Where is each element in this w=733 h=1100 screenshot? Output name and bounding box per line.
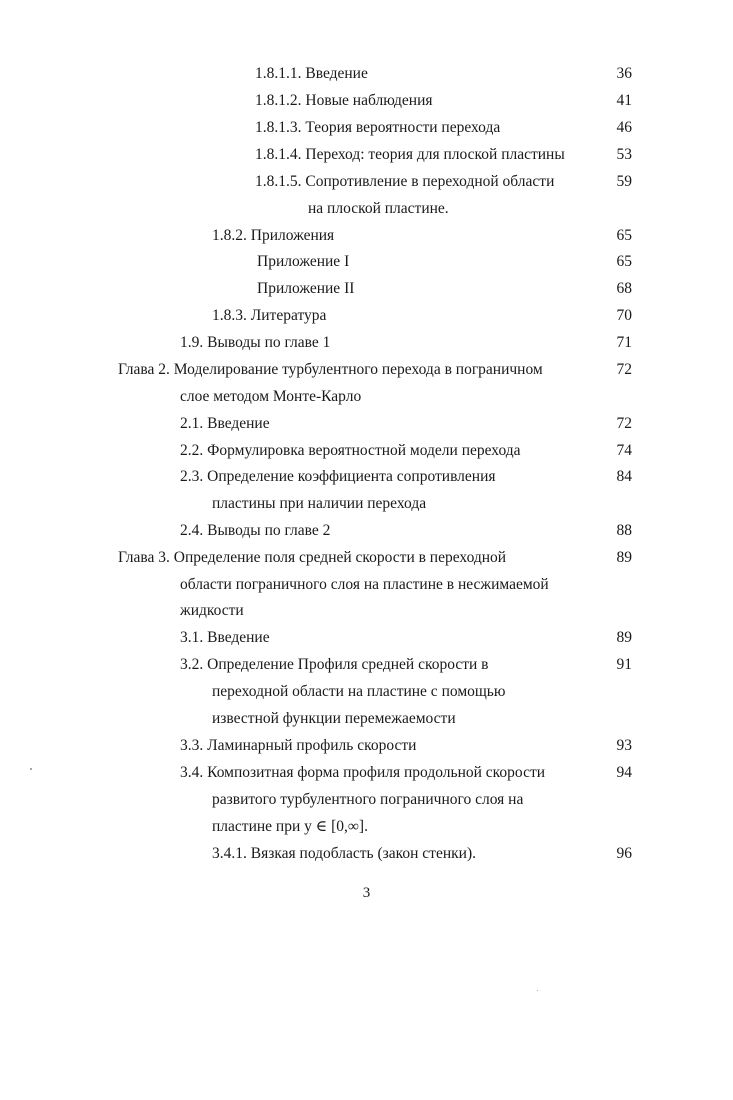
toc-entry-text: 2.1. Введение xyxy=(180,415,270,432)
toc-entry-page: 72 xyxy=(616,361,632,378)
toc-entry-page: 89 xyxy=(616,549,632,566)
toc-entry-page: 70 xyxy=(616,307,632,324)
toc-entry-text: 2.4. Выводы по главе 2 xyxy=(180,522,331,539)
toc-entry-text: жидкости xyxy=(180,602,244,619)
toc-entry-text: 1.8.1.3. Теория вероятности перехода xyxy=(255,119,501,136)
toc-entry-text: 3.4. Композитная форма профиля продольной скорости xyxy=(180,764,546,781)
toc-entry-text: 2.2. Формулировка вероятностной модели перехода xyxy=(180,442,521,459)
toc-entry-text: 1.8.2. Приложения xyxy=(212,227,335,244)
toc-entry-text: 3.4.1. Вязкая подобласть (закон стенки). xyxy=(212,845,476,862)
toc-entry-text: области пограничного слоя на пластине в несжимаемой xyxy=(180,576,549,593)
toc-entry-page: 41 xyxy=(616,92,632,109)
toc-entry-text: на плоской пластине. xyxy=(308,200,449,217)
page-number: 3 xyxy=(362,885,371,901)
toc-entry-text: 3.2. Определение Профиля средней скорости в xyxy=(180,656,489,673)
scan-speck xyxy=(537,990,538,991)
toc-entry-page: 93 xyxy=(616,737,632,754)
scan-speck xyxy=(30,768,32,770)
toc-entry-text: 3.1. Введение xyxy=(180,629,270,646)
toc-entry-text: 1.8.3. Литература xyxy=(212,307,327,324)
toc-entry-text: Приложение I xyxy=(257,253,350,270)
toc-entry-text: 3.3. Ламинарный профиль скорости xyxy=(180,737,417,754)
toc-entry-page: 71 xyxy=(616,334,632,351)
toc-entry-text: 1.8.1.5. Сопротивление в переходной области xyxy=(255,173,555,190)
toc-entry-page: 94 xyxy=(616,764,632,781)
toc-entry-text: 1.8.1.2. Новые наблюдения xyxy=(255,92,433,109)
toc-entry-text: 2.3. Определение коэффициента сопротивления xyxy=(180,468,496,485)
toc-entry-page: 89 xyxy=(616,629,632,646)
toc-entry-text: 1.8.1.4. Переход: теория для плоской пластины xyxy=(255,146,565,163)
toc-entry-page: 46 xyxy=(616,119,632,136)
toc-entry-text: Глава 3. Определение поля средней скорости в переходной xyxy=(118,549,507,566)
toc-entry-page: 91 xyxy=(616,656,632,673)
toc-entry-page: 74 xyxy=(616,442,632,459)
toc-entry-page: 59 xyxy=(616,173,632,190)
toc-entry-page: 96 xyxy=(616,845,632,862)
toc-entry-text: известной функции перемежаемости xyxy=(212,710,456,727)
toc-entry-page: 36 xyxy=(616,65,632,82)
toc-entry-text: 1.9. Выводы по главе 1 xyxy=(180,334,331,351)
toc-entry-text: переходной области на пластине с помощью xyxy=(212,683,506,700)
toc-entry-text: пластине при y ∈ [0,∞]. xyxy=(212,818,368,835)
toc-entry-text: Приложение II xyxy=(257,280,355,297)
toc-entry-page: 88 xyxy=(616,522,632,539)
toc-entry-page: 84 xyxy=(616,468,632,485)
toc-entry-text: слое методом Монте-Карло xyxy=(180,388,362,405)
toc-entry-page: 68 xyxy=(616,280,632,297)
toc-entry-page: 65 xyxy=(616,253,632,270)
toc-entry-page: 53 xyxy=(616,146,632,163)
toc-entry-text: развитого турбулентного пограничного слоя на xyxy=(212,791,524,808)
toc-entry-text: Глава 2. Моделирование турбулентного перехода в пограничном xyxy=(118,361,543,378)
toc-entry-text: 1.8.1.1. Введение xyxy=(255,65,368,82)
toc-entry-text: пластины при наличии перехода xyxy=(212,495,427,512)
toc-entry-page: 72 xyxy=(616,415,632,432)
toc-entry-page: 65 xyxy=(616,227,632,244)
